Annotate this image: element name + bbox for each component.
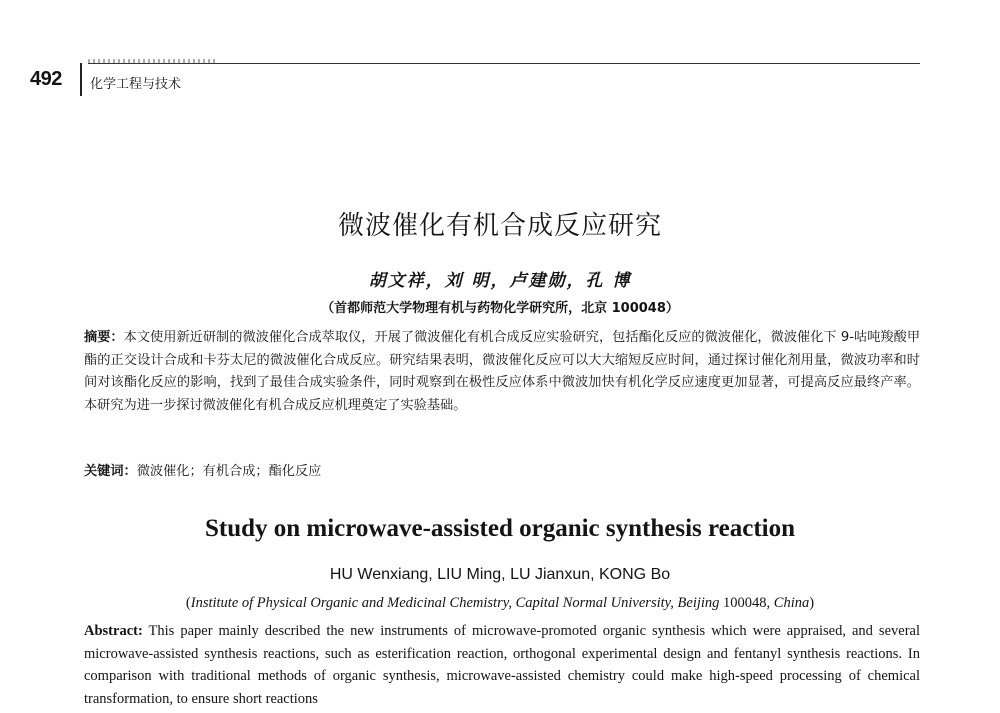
header-divider <box>80 63 82 96</box>
page-number: 492 <box>30 68 62 90</box>
english-affiliation-postcode: 100048, <box>719 595 774 611</box>
english-affiliation-country: China <box>773 595 810 611</box>
english-abstract-text: This paper mainly described the new instruments of microwave-promoted organic synthesis which were appraised, and several microwave-assisted synthesis reactions, such as esterification reaction, orthogonal experimental design and fentanyl synthesis reactions. In comparison with traditional methods of organic synthesis, microwave-assisted chemistry could make high-speed processing of chemical transformation, to ensure short reactions <box>84 623 920 707</box>
english-affiliation-close: ) <box>809 595 815 611</box>
chinese-keywords <box>84 460 321 479</box>
english-authors: HU Wenxiang, LIU Ming, LU Jianxun, KONG Bo <box>329 566 671 583</box>
english-affiliation <box>0 595 1000 612</box>
english-title: Study on microwave-assisted organic synthesis reaction <box>204 515 796 542</box>
header-rule <box>88 63 920 64</box>
chinese-abstract-text: 本文使用新近研制的微波催化合成萃取仪，开展了微波催化有机合成反应实验研究，包括酯化反应的微波催化，微波催化下 9-咕吨羧酸甲酯的正交设计合成和卡芬太尼的微波催化合成反应。研究结果表明，微波催化反应可以大大缩短反应时间，通过探讨催化剂用量，微波功率和时间对该酯化反应的影响，找到了最佳合成实验条件，同时观察到在极性反应体系中微波加快有机化学反应速度更加显著，可提高反应最终产率。本研究为进一步探讨微波催化有机合成反应机理奠定了实验基础。 <box>84 330 921 413</box>
chinese-keywords-label: 关键词： <box>84 464 137 479</box>
english-affiliation-open: ( <box>185 595 191 611</box>
chinese-abstract <box>84 327 920 417</box>
chinese-abstract-label: 摘要： <box>84 330 124 345</box>
chinese-keywords-text: 微波催化；有机合成；酯化反应 <box>136 464 322 479</box>
chinese-affiliation: （首都师范大学物理有机与药物化学研究所，北京 100048） <box>321 301 679 316</box>
chinese-authors: 胡文祥，刘 明，卢建勋，孔 博 <box>368 271 632 291</box>
english-abstract-label: Abstract: <box>84 623 143 639</box>
english-abstract <box>84 620 920 710</box>
english-affiliation-institute: Institute of Physical Organic and Medicinal Chemistry, Capital Normal University, Beijing <box>190 595 720 611</box>
journal-name: 化学工程与技术 <box>90 77 182 92</box>
chinese-title: 微波催化有机合成反应研究 <box>337 211 662 241</box>
